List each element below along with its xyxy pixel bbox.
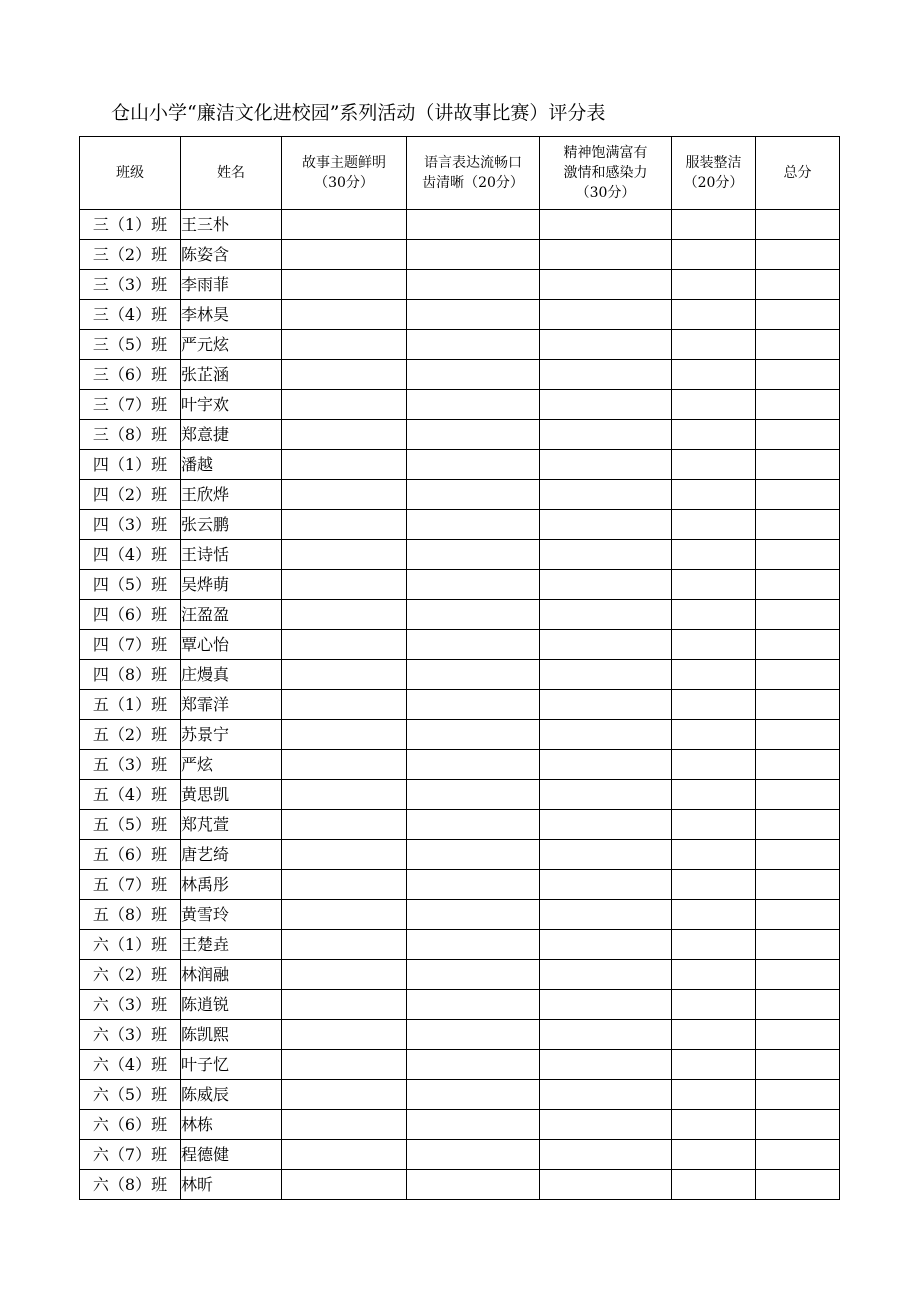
theme-score-cell[interactable] [282,630,407,660]
dress-score-cell[interactable] [672,270,756,300]
total-score-cell[interactable] [756,840,840,870]
language-score-cell[interactable] [407,1020,540,1050]
total-score-cell[interactable] [756,270,840,300]
spirit-score-cell[interactable] [540,1170,672,1200]
total-score-cell[interactable] [756,360,840,390]
language-score-cell[interactable] [407,930,540,960]
spirit-score-cell[interactable] [540,720,672,750]
table-row [80,300,840,330]
dress-score-cell[interactable] [672,330,756,360]
class-cell: 五（4）班 [80,780,181,810]
spirit-score-cell[interactable] [540,960,672,990]
class-cell: 五（6）班 [80,840,181,870]
name-cell: 叶宇欢 [181,390,282,420]
name-cell: 陈逍锐 [181,990,282,1020]
total-score-cell[interactable] [756,540,840,570]
theme-score-cell[interactable] [282,870,407,900]
table-row [80,630,840,660]
theme-score-cell[interactable] [282,600,407,630]
total-score-cell[interactable] [756,900,840,930]
language-score-cell[interactable] [407,810,540,840]
theme-score-cell[interactable] [282,780,407,810]
table-row [80,1080,840,1110]
table-row [80,930,840,960]
header-dress: 服装整洁 （20分） [672,137,756,210]
table-row [80,720,840,750]
dress-score-cell[interactable] [672,210,756,240]
dress-score-cell[interactable] [672,1050,756,1080]
class-cell: 六（7）班 [80,1140,181,1170]
table-row [80,810,840,840]
class-cell: 四（4）班 [80,540,181,570]
language-score-cell[interactable] [407,300,540,330]
dress-score-cell[interactable] [672,630,756,660]
theme-score-cell[interactable] [282,330,407,360]
name-cell: 郑意捷 [181,420,282,450]
total-score-cell[interactable] [756,210,840,240]
total-score-cell[interactable] [756,870,840,900]
spirit-score-cell[interactable] [540,360,672,390]
table-row [80,270,840,300]
name-cell: 陈威辰 [181,1080,282,1110]
class-cell: 四（1）班 [80,450,181,480]
spirit-score-cell[interactable] [540,450,672,480]
spirit-score-cell[interactable] [540,690,672,720]
name-cell: 林昕 [181,1170,282,1200]
total-score-cell[interactable] [756,1140,840,1170]
spirit-score-cell[interactable] [540,1050,672,1080]
table-body [80,210,840,1200]
spirit-score-cell[interactable] [540,780,672,810]
class-cell: 三（4）班 [80,300,181,330]
dress-score-cell[interactable] [672,390,756,420]
table-row [80,360,840,390]
spirit-score-cell[interactable] [540,330,672,360]
table-row [80,1140,840,1170]
name-cell: 王三朴 [181,210,282,240]
name-cell: 郑芃萱 [181,810,282,840]
dress-score-cell[interactable] [672,1140,756,1170]
name-cell: 黄雪玲 [181,900,282,930]
dress-score-cell[interactable] [672,960,756,990]
table-row [80,420,840,450]
dress-score-cell[interactable] [672,480,756,510]
total-score-cell[interactable] [756,240,840,270]
table-row [80,1170,840,1200]
theme-score-cell[interactable] [282,240,407,270]
dress-score-cell[interactable] [672,300,756,330]
table-row [80,960,840,990]
total-score-cell[interactable] [756,690,840,720]
total-score-cell[interactable] [756,780,840,810]
theme-score-cell[interactable] [282,720,407,750]
header-row [80,137,840,210]
table-row [80,840,840,870]
total-score-cell[interactable] [756,720,840,750]
theme-score-cell[interactable] [282,1110,407,1140]
language-score-cell[interactable] [407,1140,540,1170]
language-score-cell[interactable] [407,1050,540,1080]
spirit-score-cell[interactable] [540,420,672,450]
dress-score-cell[interactable] [672,1110,756,1140]
spirit-score-cell[interactable] [540,510,672,540]
spirit-score-cell[interactable] [540,840,672,870]
language-score-cell[interactable] [407,630,540,660]
class-cell: 六（5）班 [80,1080,181,1110]
dress-score-cell[interactable] [672,870,756,900]
theme-score-cell[interactable] [282,660,407,690]
dress-score-cell[interactable] [672,1170,756,1200]
total-score-cell[interactable] [756,390,840,420]
theme-score-cell[interactable] [282,270,407,300]
class-cell: 三（2）班 [80,240,181,270]
class-cell: 四（8）班 [80,660,181,690]
theme-score-cell[interactable] [282,480,407,510]
page-title: 仓山小学“廉洁文化进校园”系列活动（讲故事比赛）评分表 [111,102,606,124]
dress-score-cell[interactable] [672,900,756,930]
spirit-score-cell[interactable] [540,270,672,300]
theme-score-cell[interactable] [282,300,407,330]
name-cell: 陈凯熙 [181,1020,282,1050]
spirit-score-cell[interactable] [540,390,672,420]
table-row [80,1050,840,1080]
language-score-cell[interactable] [407,600,540,630]
language-score-cell[interactable] [407,690,540,720]
table-row [80,900,840,930]
theme-score-cell[interactable] [282,840,407,870]
spirit-score-cell[interactable] [540,900,672,930]
dress-score-cell[interactable] [672,450,756,480]
total-score-cell[interactable] [756,810,840,840]
total-score-cell[interactable] [756,330,840,360]
language-score-cell[interactable] [407,510,540,540]
total-score-cell[interactable] [756,1080,840,1110]
class-cell: 六（3）班 [80,1020,181,1050]
class-cell: 五（3）班 [80,750,181,780]
class-cell: 六（8）班 [80,1170,181,1200]
theme-score-cell[interactable] [282,810,407,840]
total-score-cell[interactable] [756,600,840,630]
name-cell: 张芷涵 [181,360,282,390]
table-row [80,780,840,810]
dress-score-cell[interactable] [672,1080,756,1110]
name-cell: 程德健 [181,1140,282,1170]
language-score-cell[interactable] [407,1110,540,1140]
spirit-score-cell[interactable] [540,210,672,240]
language-score-cell[interactable] [407,570,540,600]
table-row [80,390,840,420]
spirit-score-cell[interactable] [540,600,672,630]
class-cell: 五（7）班 [80,870,181,900]
class-cell: 三（5）班 [80,330,181,360]
class-cell: 六（1）班 [80,930,181,960]
class-cell: 六（3）班 [80,990,181,1020]
header-class: 班级 [80,137,181,210]
theme-score-cell[interactable] [282,570,407,600]
table-row [80,480,840,510]
name-cell: 汪盈盈 [181,600,282,630]
theme-score-cell[interactable] [282,750,407,780]
spirit-score-cell[interactable] [540,630,672,660]
class-cell: 三（1）班 [80,210,181,240]
dress-score-cell[interactable] [672,510,756,540]
class-cell: 五（5）班 [80,810,181,840]
name-cell: 苏景宁 [181,720,282,750]
total-score-cell[interactable] [756,930,840,960]
table-row [80,450,840,480]
table-row [80,240,840,270]
name-cell: 严炫 [181,750,282,780]
header-total: 总分 [756,137,840,210]
dress-score-cell[interactable] [672,780,756,810]
class-cell: 五（8）班 [80,900,181,930]
class-cell: 三（6）班 [80,360,181,390]
language-score-cell[interactable] [407,210,540,240]
total-score-cell[interactable] [756,750,840,780]
header-theme: 故事主题鲜明 （30分） [282,137,407,210]
total-score-cell[interactable] [756,1050,840,1080]
class-cell: 六（4）班 [80,1050,181,1080]
spirit-score-cell[interactable] [540,540,672,570]
name-cell: 张云鹏 [181,510,282,540]
theme-score-cell[interactable] [282,990,407,1020]
class-cell: 四（7）班 [80,630,181,660]
class-cell: 四（2）班 [80,480,181,510]
language-score-cell[interactable] [407,780,540,810]
dress-score-cell[interactable] [672,1020,756,1050]
spirit-score-cell[interactable] [540,570,672,600]
header-name: 姓名 [181,137,282,210]
name-cell: 潘越 [181,450,282,480]
language-score-cell[interactable] [407,360,540,390]
language-score-cell[interactable] [407,840,540,870]
spirit-score-cell[interactable] [540,930,672,960]
table-row [80,210,840,240]
name-cell: 林栋 [181,1110,282,1140]
theme-score-cell[interactable] [282,1170,407,1200]
name-cell: 吴烨萌 [181,570,282,600]
name-cell: 林禹彤 [181,870,282,900]
name-cell: 郑霏洋 [181,690,282,720]
theme-score-cell[interactable] [282,1050,407,1080]
theme-score-cell[interactable] [282,540,407,570]
language-score-cell[interactable] [407,900,540,930]
dress-score-cell[interactable] [672,600,756,630]
name-cell: 王欣烨 [181,480,282,510]
class-cell: 三（7）班 [80,390,181,420]
dress-score-cell[interactable] [672,240,756,270]
class-cell: 五（2）班 [80,720,181,750]
theme-score-cell[interactable] [282,1140,407,1170]
dress-score-cell[interactable] [672,360,756,390]
spirit-score-cell[interactable] [540,1020,672,1050]
table-row [80,510,840,540]
language-score-cell[interactable] [407,480,540,510]
language-score-cell[interactable] [407,960,540,990]
spirit-score-cell[interactable] [540,750,672,780]
table-row [80,750,840,780]
total-score-cell[interactable] [756,1170,840,1200]
dress-score-cell[interactable] [672,930,756,960]
language-score-cell[interactable] [407,990,540,1020]
table-row [80,690,840,720]
table-row [80,600,840,630]
total-score-cell[interactable] [756,1110,840,1140]
total-score-cell[interactable] [756,300,840,330]
total-score-cell[interactable] [756,630,840,660]
dress-score-cell[interactable] [672,660,756,690]
language-score-cell[interactable] [407,750,540,780]
dress-score-cell[interactable] [672,540,756,570]
name-cell: 庄熳真 [181,660,282,690]
language-score-cell[interactable] [407,720,540,750]
language-score-cell[interactable] [407,240,540,270]
dress-score-cell[interactable] [672,420,756,450]
dress-score-cell[interactable] [672,810,756,840]
theme-score-cell[interactable] [282,510,407,540]
spirit-score-cell[interactable] [540,810,672,840]
dress-score-cell[interactable] [672,570,756,600]
language-score-cell[interactable] [407,870,540,900]
spirit-score-cell[interactable] [540,300,672,330]
score-table [79,136,840,1200]
name-cell: 黄思凯 [181,780,282,810]
class-cell: 四（6）班 [80,600,181,630]
language-score-cell[interactable] [407,420,540,450]
total-score-cell[interactable] [756,960,840,990]
language-score-cell[interactable] [407,1080,540,1110]
class-cell: 五（1）班 [80,690,181,720]
name-cell: 王楚垚 [181,930,282,960]
total-score-cell[interactable] [756,480,840,510]
class-cell: 三（8）班 [80,420,181,450]
table-row [80,870,840,900]
dress-score-cell[interactable] [672,840,756,870]
header-language: 语言表达流畅口 齿清晰（20分） [407,137,540,210]
theme-score-cell[interactable] [282,930,407,960]
header-spirit: 精神饱满富有 激情和感染力 （30分） [540,137,672,210]
class-cell: 六（6）班 [80,1110,181,1140]
theme-score-cell[interactable] [282,900,407,930]
spirit-score-cell[interactable] [540,1080,672,1110]
class-cell: 三（3）班 [80,270,181,300]
language-score-cell[interactable] [407,660,540,690]
total-score-cell[interactable] [756,660,840,690]
table-row [80,660,840,690]
class-cell: 四（5）班 [80,570,181,600]
name-cell: 陈姿含 [181,240,282,270]
dress-score-cell[interactable] [672,750,756,780]
language-score-cell[interactable] [407,450,540,480]
theme-score-cell[interactable] [282,690,407,720]
dress-score-cell[interactable] [672,990,756,1020]
spirit-score-cell[interactable] [540,660,672,690]
total-score-cell[interactable] [756,990,840,1020]
name-cell: 严元炫 [181,330,282,360]
table-row [80,540,840,570]
name-cell: 叶子忆 [181,1050,282,1080]
dress-score-cell[interactable] [672,720,756,750]
table-row [80,1110,840,1140]
spirit-score-cell[interactable] [540,1140,672,1170]
name-cell: 李林昊 [181,300,282,330]
language-score-cell[interactable] [407,1170,540,1200]
theme-score-cell[interactable] [282,420,407,450]
name-cell: 李雨菲 [181,270,282,300]
table-row [80,330,840,360]
class-cell: 六（2）班 [80,960,181,990]
theme-score-cell[interactable] [282,1080,407,1110]
total-score-cell[interactable] [756,420,840,450]
total-score-cell[interactable] [756,570,840,600]
theme-score-cell[interactable] [282,960,407,990]
name-cell: 王诗恬 [181,540,282,570]
name-cell: 唐艺绮 [181,840,282,870]
class-cell: 四（3）班 [80,510,181,540]
spirit-score-cell[interactable] [540,990,672,1020]
table-row [80,1020,840,1050]
theme-score-cell[interactable] [282,1020,407,1050]
spirit-score-cell[interactable] [540,870,672,900]
name-cell: 林润融 [181,960,282,990]
table-row [80,990,840,1020]
dress-score-cell[interactable] [672,690,756,720]
table-row [80,570,840,600]
total-score-cell[interactable] [756,450,840,480]
name-cell: 覃心怡 [181,630,282,660]
theme-score-cell[interactable] [282,210,407,240]
language-score-cell[interactable] [407,270,540,300]
theme-score-cell[interactable] [282,390,407,420]
total-score-cell[interactable] [756,510,840,540]
total-score-cell[interactable] [756,1020,840,1050]
language-score-cell[interactable] [407,330,540,360]
spirit-score-cell[interactable] [540,1110,672,1140]
theme-score-cell[interactable] [282,360,407,390]
spirit-score-cell[interactable] [540,480,672,510]
spirit-score-cell[interactable] [540,240,672,270]
language-score-cell[interactable] [407,390,540,420]
language-score-cell[interactable] [407,540,540,570]
theme-score-cell[interactable] [282,450,407,480]
